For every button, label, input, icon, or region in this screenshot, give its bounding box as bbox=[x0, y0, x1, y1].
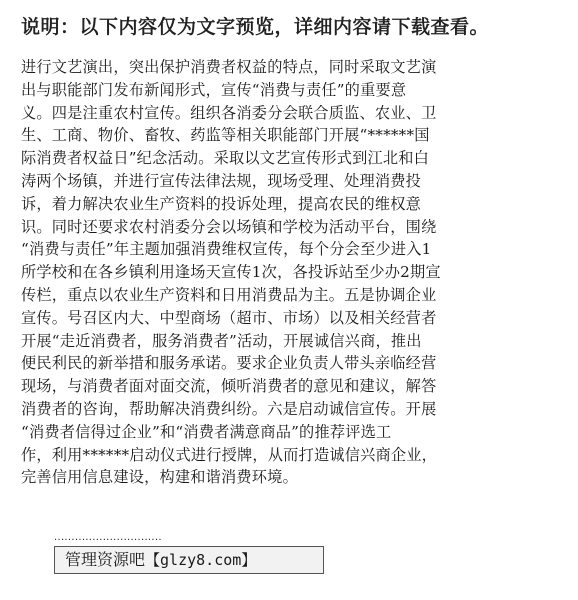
article-line: 宣传。号召区内大、中型商场（超市、市场）以及相关经营者 bbox=[21, 308, 437, 327]
article-line: 现场，与消费者面对面交流，倾听消费者的意见和建议，解答 bbox=[21, 377, 437, 396]
article-line: 便民利民的新举措和服务承诺。要求企业负责人带头亲临经营 bbox=[21, 354, 437, 373]
article-line: 完善信用信息建设，构建和谐消费环境。 bbox=[21, 468, 298, 487]
article-line: 涛两个场镇，并进行宣传法律法规，现场受理、处理消费投 bbox=[21, 171, 422, 190]
article-line: 际消费者权益日”纪念活动。采取以文艺宣传形式到江北和白 bbox=[21, 149, 430, 168]
article-line: 作，利用******启动仪式进行授牌，从而打造诚信兴商企业， bbox=[21, 445, 438, 464]
article-line: 传栏，重点以农业生产资料和日用消费品为主。五是协调企业 bbox=[21, 285, 437, 304]
article-line: 义。四是注重农村宣传。组织各消委分会联合质监、农业、卫 bbox=[21, 103, 437, 122]
article-line: 进行文艺演出，突出保护消费者权益的特点，同时采取文艺演 bbox=[21, 58, 437, 76]
article-line: 生、工商、物价、畜牧、药监等相关职能部门开展“******国 bbox=[21, 126, 430, 145]
source-site: 【glzy8.com】 bbox=[145, 551, 257, 569]
article-line: 诉，着力解决农业生产资料的投诉处理，提高农民的维权意 bbox=[21, 194, 422, 213]
source-link[interactable] bbox=[54, 546, 324, 574]
article-line: 识。同时还要求农村消委分会以场镇和学校为活动平台，围绕 bbox=[21, 217, 437, 236]
article-line: 所学校和在各乡镇利用逢场天宣传1次，各投诉站至少办2期宣 bbox=[21, 263, 441, 282]
article-line: “消费者信得过企业”和“消费者满意商品”的推荐评选工 bbox=[21, 422, 392, 441]
article-line: 开展“走近消费者，服务消费者”活动，开展诚信兴商，推出 bbox=[21, 331, 422, 350]
source-name: 管理资源吧 bbox=[65, 550, 146, 569]
dotted-separator: ······························· bbox=[54, 535, 162, 546]
preview-notice: 说明：以下内容仅为文字预览，详细内容请下载查看。 bbox=[21, 16, 490, 38]
article-body bbox=[21, 56, 561, 489]
article-line: 消费者的咨询，帮助解决消费纠纷。六是启动诚信宣传。开展 bbox=[21, 399, 437, 418]
article-line: 出与职能部门发布新闻形式，宣传“消费与责任”的重要意 bbox=[21, 80, 407, 99]
article-line: “消费与责任”年主题加强消费维权宣传，每个分会至少进入1 bbox=[21, 240, 432, 259]
